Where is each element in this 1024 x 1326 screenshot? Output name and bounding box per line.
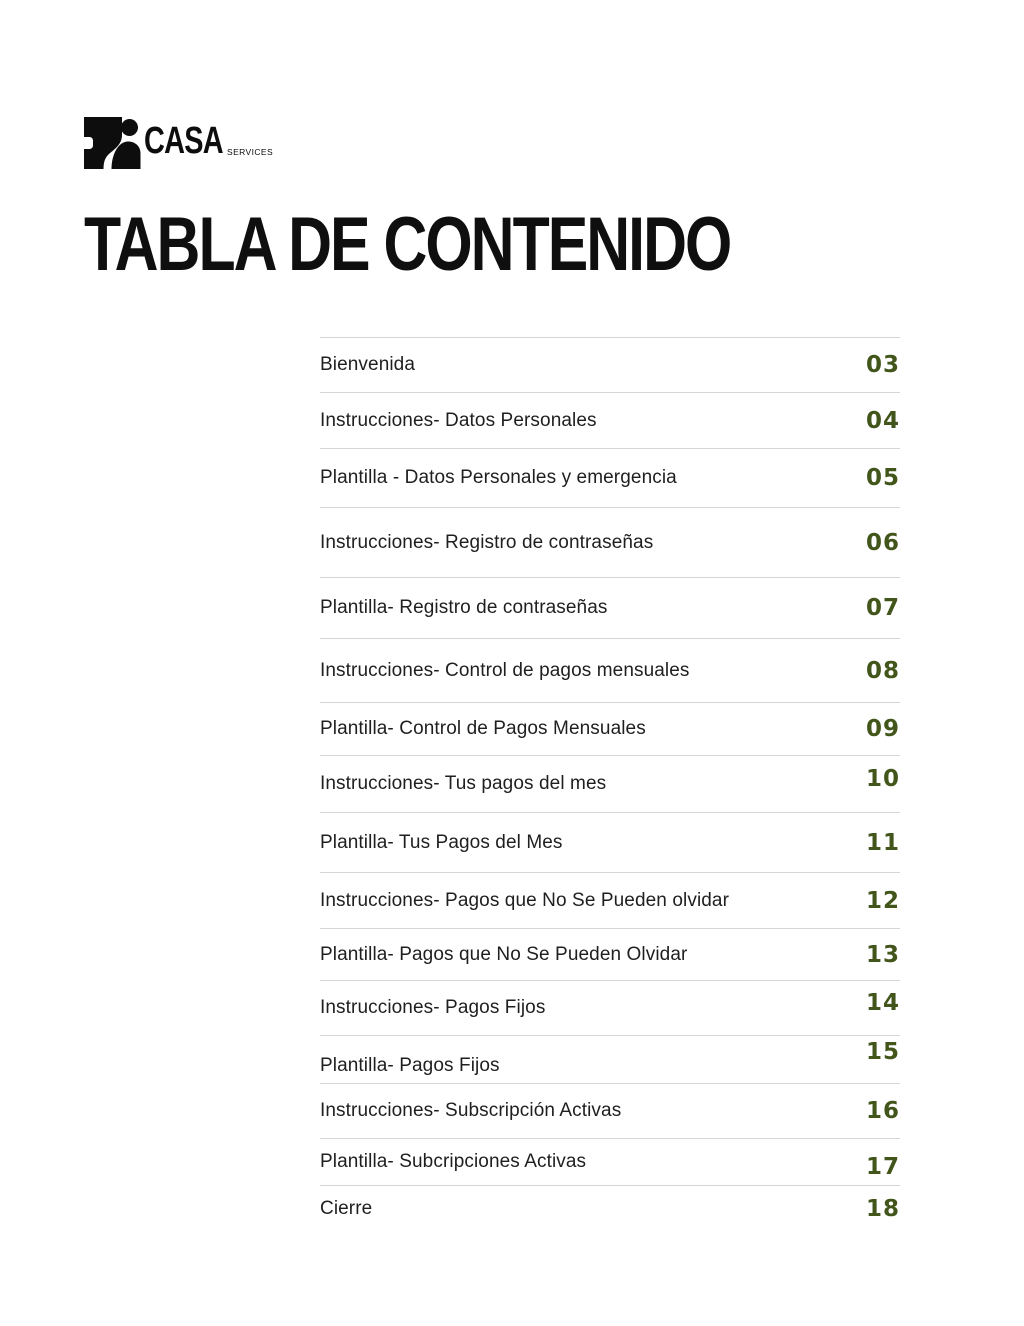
toc-row[interactable] — [320, 928, 900, 980]
toc-page-number: 09 — [865, 716, 900, 742]
toc-row[interactable] — [320, 1138, 900, 1185]
casa-people-icon — [82, 112, 144, 169]
toc-page-number: 03 — [865, 352, 900, 378]
toc-row[interactable] — [320, 980, 900, 1035]
toc-row[interactable] — [320, 1185, 900, 1232]
toc-row[interactable] — [320, 337, 900, 392]
toc-row[interactable] — [320, 392, 900, 448]
toc-page-number: 13 — [865, 941, 900, 968]
toc-entry-label: Plantilla- Control de Pagos Mensuales — [320, 718, 646, 739]
toc-entry-label: Instrucciones- Pagos Fijos — [320, 997, 546, 1018]
toc-row[interactable] — [320, 755, 900, 812]
toc-entry-label: Instrucciones- Registro de contraseñas — [320, 531, 654, 553]
toc-entry-label: Bienvenida — [320, 354, 416, 375]
brand-tagline: SERVICES — [227, 147, 274, 157]
toc-row[interactable] — [320, 577, 900, 638]
toc-page-number: 14 — [865, 990, 900, 1016]
page-title: TABLA DE CONTENIDO — [84, 202, 731, 287]
toc-row[interactable] — [320, 448, 900, 507]
toc-entry-label: Instrucciones- Subscripción Activas — [320, 1100, 622, 1121]
toc-entry-label: Cierre — [320, 1198, 373, 1219]
toc-page-number: 04 — [865, 407, 900, 434]
toc-page-number: 10 — [865, 766, 900, 792]
toc-entry-label: Instrucciones- Datos Personales — [320, 409, 597, 431]
toc-page-number: 16 — [865, 1098, 900, 1124]
toc-entry-label: Plantilla- Pagos Fijos — [320, 1054, 500, 1076]
toc-row[interactable] — [320, 507, 900, 577]
toc-entry-label: Instrucciones- Tus pagos del mes — [320, 773, 607, 794]
toc-row[interactable] — [320, 702, 900, 755]
toc-entry-label: Instrucciones- Pagos que No Se Pueden olvidar — [320, 889, 730, 911]
toc-row[interactable] — [320, 872, 900, 928]
toc-row[interactable] — [320, 812, 900, 872]
toc-page-number: 12 — [865, 887, 900, 914]
toc-entry-label: Plantilla- Pagos que No Se Pueden Olvidar — [320, 943, 688, 965]
brand-name: CASA — [144, 120, 223, 162]
toc-page-number: 06 — [865, 529, 900, 556]
toc-page-number: 05 — [865, 465, 900, 491]
toc-page-number: 18 — [865, 1196, 900, 1222]
toc-list — [320, 337, 900, 1232]
toc-row[interactable] — [320, 1035, 900, 1083]
toc-entry-label: Plantilla- Tus Pagos del Mes — [320, 831, 563, 853]
toc-entry-label: Plantilla - Datos Personales y emergencia — [320, 467, 677, 488]
toc-page-number: 11 — [865, 829, 900, 856]
toc-entry-label: Plantilla- Registro de contraseñas — [320, 597, 608, 618]
toc-page-number: 17 — [865, 1154, 900, 1180]
toc-entry-label: Plantilla- Subcripciones Activas — [320, 1151, 587, 1172]
toc-row[interactable] — [320, 1083, 900, 1138]
toc-row[interactable] — [320, 638, 900, 702]
toc-entry-label: Instrucciones- Control de pagos mensuales — [320, 659, 690, 681]
toc-page-number: 15 — [865, 1038, 900, 1065]
toc-page-number: 07 — [865, 595, 900, 621]
toc-page-number: 08 — [865, 657, 900, 684]
